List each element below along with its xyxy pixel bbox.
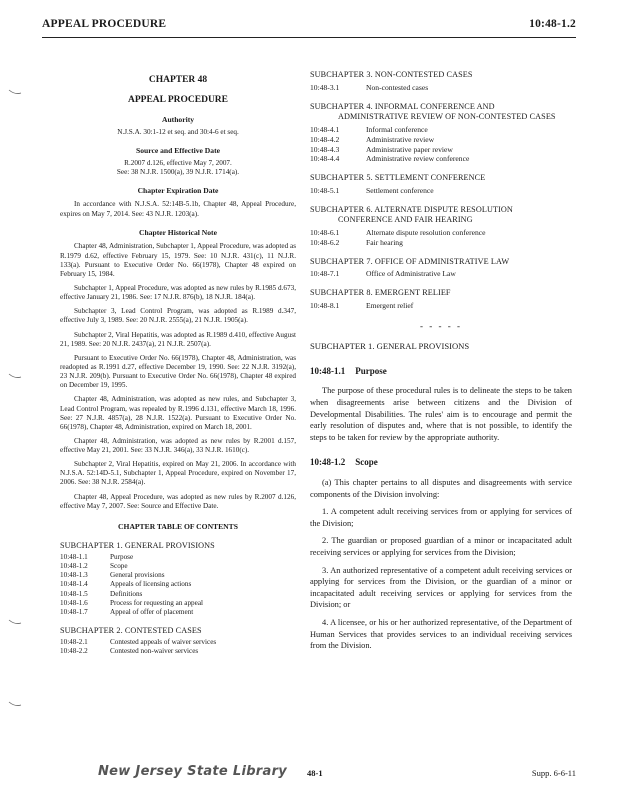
toc-number: 10:48-7.1 <box>310 269 340 279</box>
toc-title: Appeals of licensing actions <box>110 580 192 589</box>
history-paragraph: Chapter 48, Administration, Subchapter 1, Appeal Procedure, was adopted as R.1979 d.62, effective February 15, 1979. See: 10 N.J.R. 431(c), 11 N.J.R. 133(a). Pursuant to Executive Order No. 66(1978), Chapter 48 expired on February 15, 1984. <box>60 242 296 278</box>
toc-entry[interactable] <box>310 186 572 196</box>
toc-list <box>310 301 572 311</box>
expiration-heading: Chapter Expiration Date <box>137 185 219 195</box>
section-paragraph: 1. A competent adult receiving services from or applying for services of the Division; <box>310 507 572 528</box>
toc-entry[interactable] <box>310 228 572 238</box>
toc-subchapter-heading: SUBCHAPTER 6. ALTERNATE DISPUTE RESOLUTION <box>310 204 513 214</box>
toc-title: Definitions <box>110 589 143 598</box>
toc-subchapter-heading: SUBCHAPTER 2. CONTESTED CASES <box>60 625 202 635</box>
toc-entry[interactable] <box>60 638 296 647</box>
toc-number: 10:48-1.1 <box>60 552 88 561</box>
section-title: Purpose <box>355 365 387 376</box>
history-heading: Chapter Historical Note <box>139 227 217 237</box>
toc-subchapter-heading: SUBCHAPTER 7. OFFICE OF ADMINISTRATIVE LAW <box>310 256 510 266</box>
toc-title: Emergent relief <box>366 300 414 310</box>
supplement-date: Supp. 6-6-11 <box>531 768 576 778</box>
toc-number: 10:48-6.1 <box>310 228 340 238</box>
section-paragraph: 2. The guardian or proposed guardian of a minor or incapacitated adult receiving services or applying for services from the Division; <box>310 536 572 558</box>
toc-entry[interactable] <box>310 135 572 145</box>
toc-title: Fair hearing <box>366 237 403 247</box>
toc-list <box>310 228 572 248</box>
toc-title: Informal conference <box>366 124 428 134</box>
history-paragraph: Chapter 48, Administration, was adopted as new rules by R.2001 d.157, effective May 21, 2001. See: 33 N.J.R. 346(a), 33 N.J.R. 1610(c). <box>60 436 296 455</box>
toc-entry[interactable] <box>310 125 572 135</box>
running-header <box>42 18 576 34</box>
section-paragraph: The purpose of these procedural rules is to delineate the steps to be taken when disagreements arise between citizens and the Division of Developmental Disabilities. The rules' aim is to encourage and permit the early resolution of disputes and, where that is not possible, to identify the steps to be taken for review by the appropriate authority. <box>310 386 572 442</box>
toc-subchapter-heading-cont: CONFERENCE AND FAIR HEARING <box>338 215 473 225</box>
source-line: R.2007 d.126, effective May 7, 2007. <box>124 158 232 167</box>
toc-number: 10:48-6.2 <box>310 237 340 247</box>
section-paragraph: 4. A licensee, or his or her authorized representative, of the Department of Human Services that provides services to an individual receiving services from the Division. <box>310 617 572 651</box>
toc-list <box>310 269 572 279</box>
toc-subchapter-heading: SUBCHAPTER 4. INFORMAL CONFERENCE AND <box>310 101 495 111</box>
toc-number: 10:48-1.7 <box>60 607 88 616</box>
toc-subchapter-heading: SUBCHAPTER 8. EMERGENT RELIEF <box>310 288 451 298</box>
section-heading-scope <box>310 457 572 469</box>
section-separator: - - - - - <box>420 320 462 331</box>
history-paragraph: Subchapter 3, Lead Control Program, was adopted as R.1989 d.347, effective July 3, 1989. See: 20 N.J.R. 2555(a), 21 N.J.R. 1905(a). <box>60 307 296 325</box>
toc-number: 10:48-1.5 <box>60 589 88 598</box>
toc-list <box>310 125 572 164</box>
toc-list <box>60 638 296 656</box>
history-paragraph: Chapter 48, Appeal Procedure, was adopted as new rules by R.2007 d.126, effective May 7, 2007. See: Source and Effective Date. <box>60 492 296 510</box>
toc-title: Process for requesting an appeal <box>110 598 204 607</box>
toc-number: 10:48-8.1 <box>310 300 340 310</box>
toc-title: Contested appeals of waiver services <box>110 638 217 647</box>
chapter-number: CHAPTER 48 <box>148 75 208 85</box>
toc-heading: CHAPTER TABLE OF CONTENTS <box>118 521 238 531</box>
toc-entry[interactable] <box>310 238 572 248</box>
toc-title: Contested non-waiver services <box>110 647 199 656</box>
history-paragraph: Pursuant to Executive Order No. 66(1978), Chapter 48, Administration, was readopted as R.1991 d.27, effective December 19, 1990. See: 22 N.J.R. 3192(a), 23 N.J.R. 209(b). Pursuant to Executive Order No. 66(1978), Chapter 48 expired on December 19, 1995. <box>60 353 296 390</box>
toc-number: 10:48-4.4 <box>310 154 340 164</box>
toc-entry[interactable] <box>60 647 296 656</box>
toc-number: 10:48-4.1 <box>310 124 340 134</box>
toc-number: 10:48-2.2 <box>60 647 88 656</box>
toc-title: Administrative review <box>366 134 435 144</box>
section-number: 10:48-1.1 <box>310 365 346 376</box>
toc-title: Office of Administrative Law <box>366 269 456 279</box>
toc-entry[interactable] <box>310 154 572 164</box>
chapter-title: APPEAL PROCEDURE <box>127 95 229 106</box>
toc-title: Scope <box>110 562 128 571</box>
history-paragraph: Subchapter 2, Viral Hepatitis, expired on May 21, 2006. In accordance with N.J.S.A. 52:14D-5.1, Subchapter 1, Appeal Procedure, expired on November 17, 2006. See: 38 N.J.R. 2584(a). <box>60 460 296 487</box>
header-section-number: 10:48-1.2 <box>529 18 576 30</box>
right-column <box>310 70 572 652</box>
section-title: Scope <box>355 457 378 468</box>
toc-list <box>60 553 296 617</box>
toc-entry[interactable] <box>60 590 296 599</box>
toc-list <box>310 186 572 196</box>
toc-number: 10:48-1.6 <box>60 598 88 607</box>
margin-mark <box>8 618 22 626</box>
toc-title: Administrative review conference <box>366 154 470 164</box>
toc-title: Appeal of offer of placement <box>110 607 194 616</box>
toc-title: General provisions <box>110 571 165 580</box>
toc-number: 10:48-2.1 <box>60 638 88 647</box>
toc-entry[interactable] <box>60 608 296 617</box>
toc-number: 10:48-1.4 <box>60 580 88 589</box>
section-number: 10:48-1.2 <box>310 457 346 468</box>
toc-title: Alternate dispute resolution conference <box>366 228 486 238</box>
toc-number: 10:48-1.2 <box>60 562 88 571</box>
left-column <box>60 70 296 657</box>
margin-mark <box>8 700 22 708</box>
history-paragraph: Subchapter 2, Viral Hepatitis, was adopted as R.1989 d.410, effective August 21, 1989. See: 20 N.J.R. 2437(a), 21 N.J.R. 2507(a). <box>60 330 296 348</box>
toc-subchapter-heading: SUBCHAPTER 5. SETTLEMENT CONFERENCE <box>310 173 486 183</box>
body-subchapter-heading: SUBCHAPTER 1. GENERAL PROVISIONS <box>310 340 470 351</box>
page-footer <box>42 764 576 786</box>
toc-entry[interactable] <box>310 301 572 311</box>
history-paragraph: Subchapter 1, Appeal Procedure, was adopted as new rules by R.1985 d.673, effective January 21, 1986. See: 17 N.J.R. 876(b), 18 N.J.R. 184(a). <box>60 283 296 302</box>
section-paragraph: 3. An authorized representative of a competent adult receiving services or applying for services from the Division, or the guardian of a minor or incapacitated adult receiving services or applying for services from the Division; or <box>310 565 572 610</box>
toc-number: 10:48-3.1 <box>310 82 340 92</box>
expiration-text: In accordance with N.J.S.A. 52:14B-5.1b, Chapter 48, Appeal Procedure, expires on May 7, 2014. See: 43 N.J.R. 1203(a). <box>60 200 296 218</box>
toc-entry[interactable] <box>60 562 296 571</box>
toc-entry[interactable] <box>60 553 296 562</box>
source-heading: Source and Effective Date <box>135 145 220 155</box>
toc-title: Administrative paper review <box>366 144 453 154</box>
toc-entry[interactable] <box>310 269 572 279</box>
toc-number: 10:48-4.2 <box>310 134 340 144</box>
source-line: See: 38 N.J.R. 1500(a), 39 N.J.R. 1714(a). <box>116 167 240 176</box>
authority-text: N.J.S.A. 30:1-12 et seq. and 30:4-6 et seq. <box>117 127 239 136</box>
history-paragraph: Chapter 48, Administration, was adopted as new rules, and Subchapter 3, Lead Control Program, was repealed by R.1996 d.131, effective March 18, 1996. See: 27 N.J.R. 4857(a), 28 N.J.R. 1522(a). Pursuant to Executive Order No. 66(1978), Chapter 48, Administration, expired on March 18, 2001. <box>60 395 296 431</box>
header-title: APPEAL PROCEDURE <box>42 18 167 30</box>
toc-entry[interactable] <box>60 580 296 589</box>
toc-subchapter-heading-cont: ADMINISTRATIVE REVIEW OF NON-CONTESTED CASES <box>338 112 556 122</box>
toc-title: Purpose <box>110 552 134 561</box>
toc-entry[interactable] <box>310 83 572 93</box>
toc-subchapter-heading: SUBCHAPTER 1. GENERAL PROVISIONS <box>60 540 215 550</box>
toc-title: Non-contested cases <box>366 82 429 92</box>
toc-subchapter-heading: SUBCHAPTER 3. NON-CONTESTED CASES <box>310 70 473 79</box>
toc-title: Settlement conference <box>366 185 434 195</box>
section-heading-purpose <box>310 366 572 378</box>
toc-number: 10:48-4.3 <box>310 144 340 154</box>
toc-list <box>310 83 572 93</box>
toc-entry[interactable] <box>60 571 296 580</box>
toc-entry[interactable] <box>60 599 296 608</box>
authority-heading: Authority <box>161 115 195 125</box>
margin-mark <box>8 372 22 380</box>
toc-entry[interactable] <box>310 145 572 155</box>
toc-number: 10:48-1.3 <box>60 571 88 580</box>
toc-number: 10:48-5.1 <box>310 185 340 195</box>
margin-mark <box>8 88 22 96</box>
library-stamp: New Jersey State Library <box>98 764 288 779</box>
section-paragraph: (a) This chapter pertains to all disputes and disagreements with service components of the Division involving: <box>310 478 572 499</box>
header-rule <box>42 37 576 38</box>
page-number: 48-1 <box>307 768 323 778</box>
